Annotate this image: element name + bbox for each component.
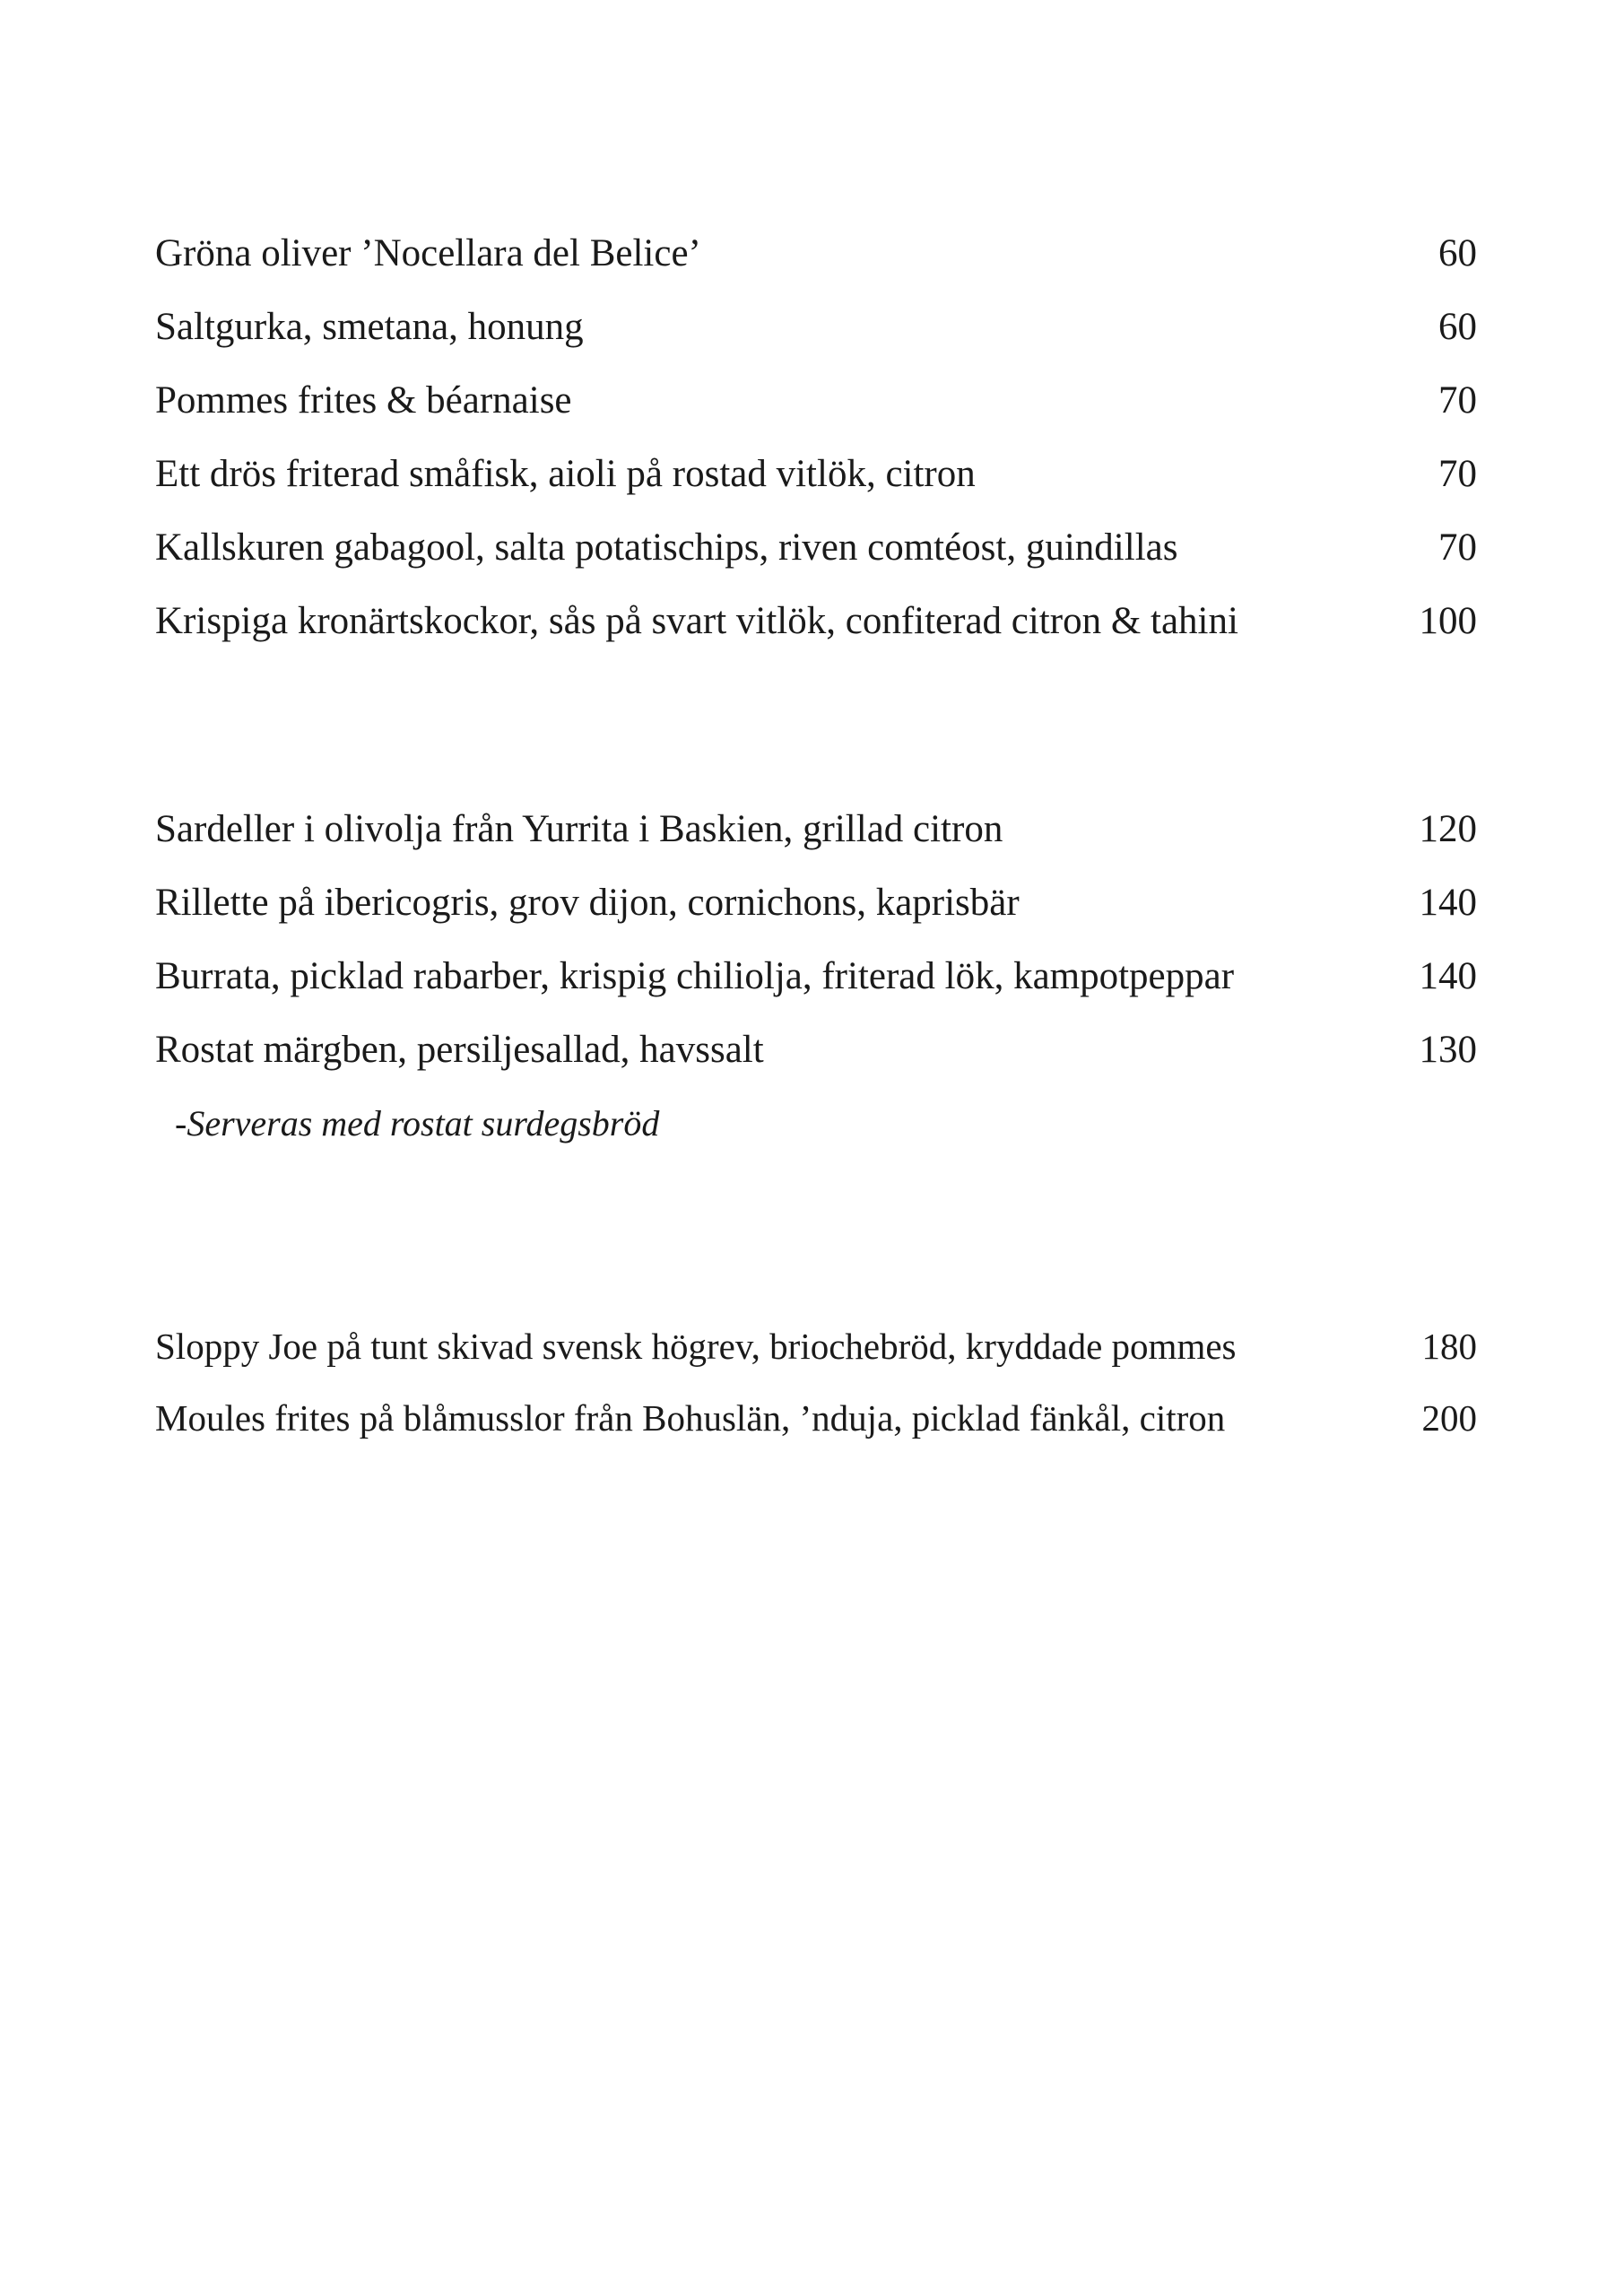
menu-item-name: Burrata, picklad rabarber, krispig chiliolja, friterad lök, kampotpeppar xyxy=(155,955,1235,997)
menu-item-price: 70 xyxy=(1438,526,1477,569)
menu-item-price: 140 xyxy=(1419,882,1477,924)
menu-item-name: Kallskuren gabagool, salta potatischips, riven comtéost, guindillas xyxy=(155,526,1178,569)
menu-item xyxy=(155,1317,1477,1388)
menu-item xyxy=(155,518,1477,592)
menu-item-name: Krispiga kronärtskockor, sås på svart vitlök, confiterad citron & tahini xyxy=(155,600,1238,642)
menu-item xyxy=(155,800,1477,874)
menu-item-name: Moules frites på blåmusslor från Bohuslän, ’nduja, picklad fänkål, citron xyxy=(155,1397,1226,1439)
menu-item xyxy=(155,298,1477,371)
menu-item xyxy=(155,224,1477,298)
menu-item-price: 130 xyxy=(1419,1029,1477,1071)
menu-item xyxy=(155,947,1477,1021)
menu-item-name: Sloppy Joe på tunt skivad svensk högrev, briochebröd, kryddade pommes xyxy=(155,1326,1237,1367)
menu-item-price: 140 xyxy=(1419,955,1477,997)
menu-item-name: Sardeller i olivolja från Yurrita i Baskien, grillad citron xyxy=(155,808,1003,850)
menu-item-price: 60 xyxy=(1438,306,1477,348)
menu-item-name: Gröna oliver ’Nocellara del Belice’ xyxy=(155,232,701,274)
menu-item xyxy=(155,445,1477,518)
menu-item-price: 100 xyxy=(1419,600,1477,642)
menu-item-name: Rillette på ibericogris, grov dijon, cornichons, kaprisbär xyxy=(155,882,1020,924)
menu-item-name: Rostat märgben, persiljesallad, havssalt xyxy=(155,1029,764,1071)
menu-item xyxy=(155,1021,1477,1094)
menu-item-price: 70 xyxy=(1438,379,1477,422)
menu-item-price: 70 xyxy=(1438,453,1477,495)
menu-item-price: 60 xyxy=(1438,232,1477,274)
menu-item-price: 180 xyxy=(1421,1326,1477,1367)
menu-item xyxy=(155,371,1477,445)
menu-item-name: Ett drös friterad småfisk, aioli på rostad vitlök, citron xyxy=(155,453,976,495)
serving-note: -Serveras med rostat surdegsbröd xyxy=(175,1103,660,1144)
menu-item-price: 120 xyxy=(1419,808,1477,850)
menu-item xyxy=(155,874,1477,947)
menu-section-mains xyxy=(155,1317,1477,1460)
menu-item xyxy=(155,1388,1477,1460)
menu-item xyxy=(155,592,1477,665)
menu-item-price: 200 xyxy=(1421,1397,1477,1439)
menu-section-starters xyxy=(155,224,1477,665)
menu-item-name: Saltgurka, smetana, honung xyxy=(155,306,584,348)
menu-section-small-plates xyxy=(155,800,1477,1153)
menu-item-name: Pommes frites & béarnaise xyxy=(155,379,572,422)
